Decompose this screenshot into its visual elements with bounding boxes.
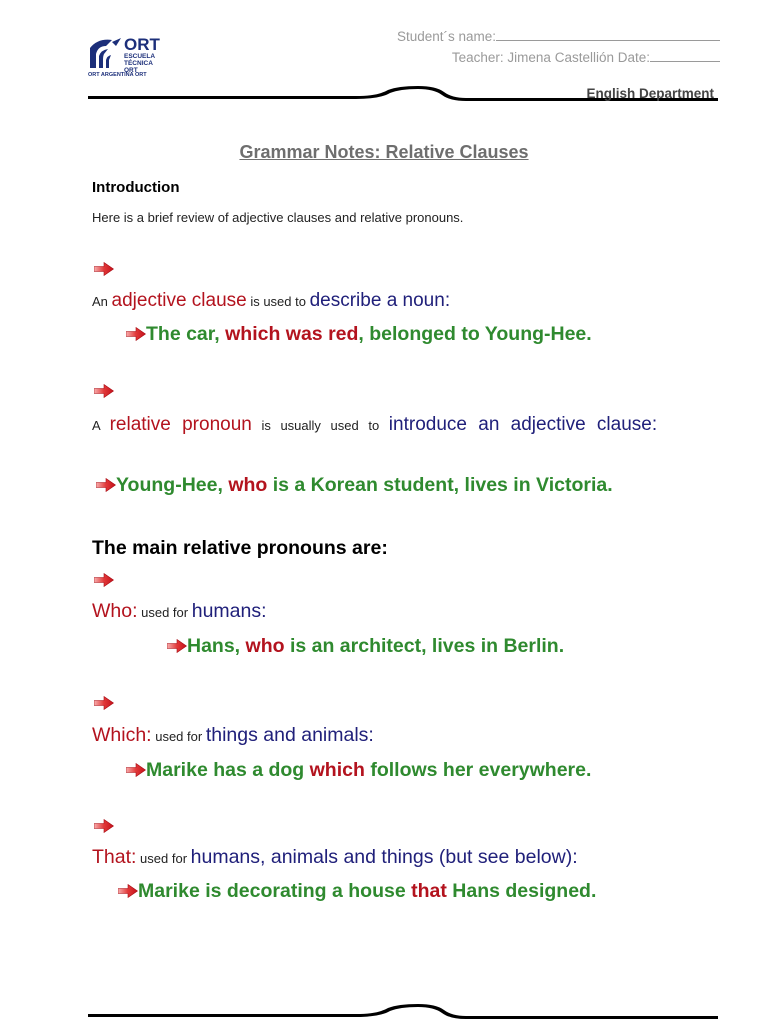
student-name-label: Student´s name: bbox=[396, 29, 496, 44]
date-blank[interactable] bbox=[650, 50, 720, 62]
teacher-date-label: Teacher: Jimena Castellión Date: bbox=[451, 50, 650, 65]
red-arrow-icon bbox=[126, 327, 146, 341]
ort-emblem-icon bbox=[88, 36, 122, 70]
school-logo bbox=[88, 36, 166, 80]
red-arrow-icon bbox=[167, 639, 187, 653]
red-arrow-icon bbox=[94, 262, 114, 276]
page-title: Grammar Notes: Relative Clauses bbox=[239, 142, 529, 162]
red-arrow-icon bbox=[94, 573, 114, 587]
logo-footer: ORT ARGENTINA ORT bbox=[88, 72, 147, 78]
example-which: Marike has a dog which follows her everywhere. bbox=[126, 759, 591, 782]
red-arrow-icon bbox=[118, 884, 138, 898]
department-label: English Department bbox=[586, 86, 714, 101]
student-name-line bbox=[397, 29, 720, 44]
rule-adjective-clause: An adjective clause is used to describe a noun: bbox=[92, 290, 451, 311]
logo-name: ORT bbox=[124, 35, 160, 54]
red-arrow-icon bbox=[94, 819, 114, 833]
pronoun-who: Who: used for humans: bbox=[92, 600, 267, 622]
teacher-date-line bbox=[452, 50, 720, 65]
red-arrow-icon bbox=[94, 384, 114, 398]
pronoun-that: That: used for humans, animals and things (but see below): bbox=[92, 846, 578, 868]
example-who: Hans, who is an architect, lives in Berlin. bbox=[167, 635, 564, 658]
rule-relative-pronoun: A relative pronoun is usually used to introduce an adjective clause: bbox=[92, 414, 658, 435]
red-arrow-icon bbox=[94, 696, 114, 710]
logo-subtitle: ESCUELA TÉCNICA ORT bbox=[124, 53, 156, 74]
footer-divider bbox=[88, 1000, 718, 1024]
pronoun-which: Which: used for things and animals: bbox=[92, 724, 374, 746]
example-adjective-clause: The car, which was red, belonged to Young-Hee. bbox=[126, 323, 592, 346]
red-arrow-icon bbox=[126, 763, 146, 777]
introduction-heading: Introduction bbox=[92, 179, 180, 196]
main-pronouns-heading: The main relative pronouns are: bbox=[92, 537, 388, 559]
introduction-text: Here is a brief review of adjective clauses and relative pronouns. bbox=[92, 210, 464, 225]
example-that: Marike is decorating a house that Hans designed. bbox=[118, 880, 596, 903]
example-relative-pronoun: Young-Hee, who is a Korean student, lives in Victoria. bbox=[96, 474, 613, 497]
red-arrow-icon bbox=[96, 478, 116, 492]
student-name-blank[interactable] bbox=[496, 29, 720, 41]
